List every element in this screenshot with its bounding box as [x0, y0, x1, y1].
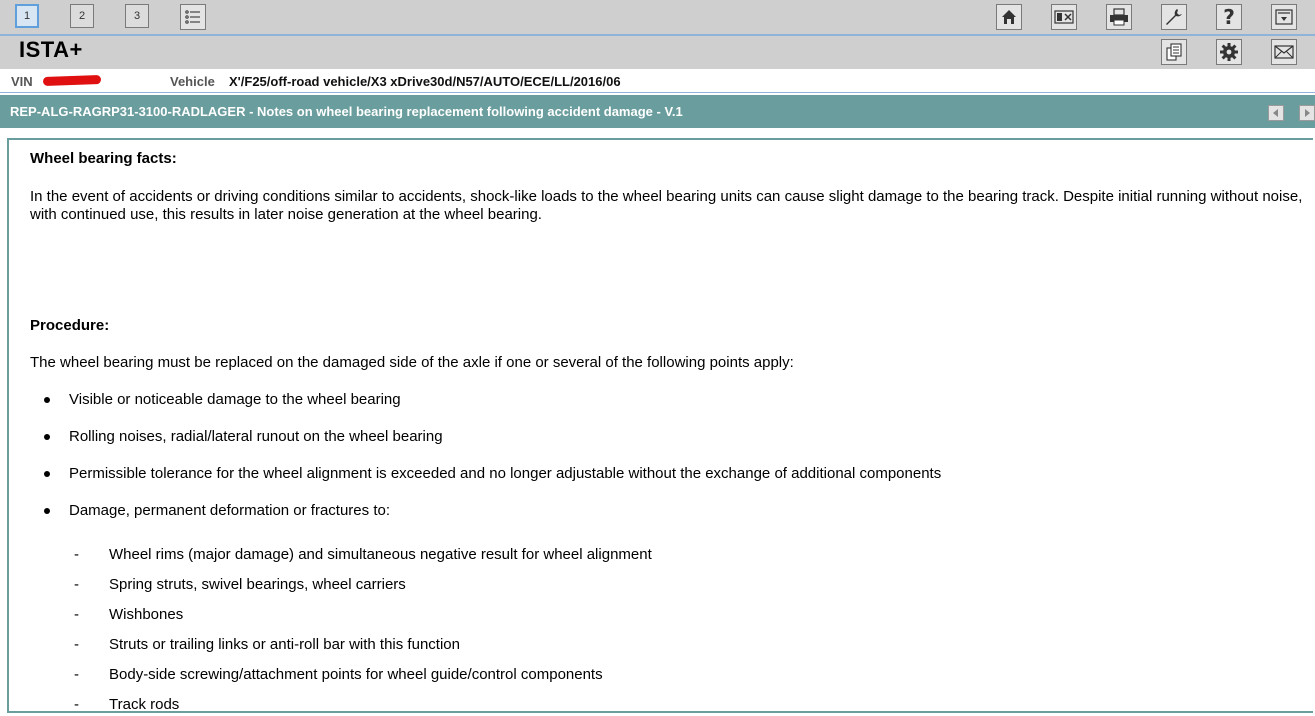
wrench-icon — [1165, 8, 1183, 26]
documents-icon — [1165, 43, 1183, 61]
list-button[interactable] — [180, 4, 206, 30]
dash-marker: - — [74, 546, 79, 563]
sub-list-item: Spring struts, swivel bearings, wheel carriers — [109, 576, 406, 593]
vin-value-redacted — [43, 75, 101, 86]
vehicle-label: Vehicle — [170, 74, 215, 89]
facts-heading: Wheel bearing facts: — [30, 150, 177, 167]
vehicle-value: X'/F25/off-road vehicle/X3 xDrive30d/N57/AUTO/ECE/LL/2016/06 — [229, 74, 621, 89]
toolbar-divider — [0, 34, 1315, 36]
home-icon — [1000, 8, 1018, 26]
sub-list-item: Wishbones — [109, 606, 184, 623]
dash-marker: - — [74, 636, 79, 653]
procedure-intro: The wheel bearing must be replaced on the damaged side of the axle if one or several of the following points apply: — [30, 354, 794, 371]
bullet-icon — [44, 508, 50, 514]
dropdown-menu-icon — [1275, 9, 1293, 25]
facts-paragraph: In the event of accidents or driving conditions similar to accidents, shock-like loads to the wheel bearing units can cause slight damage to the bearing track. Despite initial running without noise, with continued use, this results in later noise generation at the wheel bearing. — [30, 188, 1303, 223]
document-header — [0, 95, 1315, 128]
procedure-heading: Procedure: — [30, 317, 110, 334]
help-icon: ? — [1223, 5, 1235, 29]
sub-list-item: Body-side screwing/attachment points for wheel guide/control components — [109, 666, 603, 683]
app-title: ISTA+ — [19, 37, 83, 62]
help-button[interactable] — [1216, 4, 1242, 30]
dash-marker: - — [74, 606, 79, 623]
home-button[interactable] — [996, 4, 1022, 30]
sub-list-item: Struts or trailing links or anti-roll bar with this function — [109, 636, 460, 653]
gear-icon — [1219, 42, 1239, 62]
tab-3-button[interactable]: 3 — [125, 4, 149, 28]
vin-label: VIN — [11, 74, 33, 89]
vehicle-id-button[interactable] — [1051, 4, 1077, 30]
bullet-icon — [44, 397, 50, 403]
sub-list-item: Track rods — [109, 696, 180, 713]
dropdown-menu-button[interactable] — [1271, 4, 1297, 30]
top-toolbar — [0, 0, 1315, 69]
list-item: Visible or noticeable damage to the wheel bearing — [69, 391, 401, 408]
tab-2-button[interactable]: 2 — [70, 4, 94, 28]
mail-icon — [1274, 45, 1294, 59]
vin-row-divider — [0, 92, 1315, 93]
bullet-icon — [44, 471, 50, 477]
document-content[interactable] — [7, 138, 1313, 713]
next-document-button[interactable] — [1299, 105, 1315, 121]
list-item: Damage, permanent deformation or fractures to: — [69, 502, 390, 519]
arrow-right-icon — [1303, 104, 1311, 122]
dash-marker: - — [74, 696, 79, 713]
id-card-icon — [1054, 10, 1074, 24]
sub-list-item: Wheel rims (major damage) and simultaneous negative result for wheel alignment — [109, 546, 652, 563]
tab-1-button[interactable]: 1 — [15, 4, 39, 28]
list-item: Rolling noises, radial/lateral runout on the wheel bearing — [69, 428, 443, 445]
dash-marker: - — [74, 666, 79, 683]
service-functions-button[interactable] — [1161, 4, 1187, 30]
document-title: REP-ALG-RAGRP31-3100-RADLAGER - Notes on wheel bearing replacement following accident damage - V.1 — [10, 104, 683, 119]
print-button[interactable] — [1106, 4, 1132, 30]
dash-marker: - — [74, 576, 79, 593]
printer-icon — [1109, 8, 1129, 26]
message-button[interactable] — [1271, 39, 1297, 65]
arrow-left-icon — [1272, 104, 1280, 122]
documents-button[interactable] — [1161, 39, 1187, 65]
list-item: Permissible tolerance for the wheel alignment is exceeded and no longer adjustable without the exchange of additional components — [69, 465, 942, 482]
vehicle-info-row — [0, 69, 1315, 93]
previous-document-button[interactable] — [1268, 105, 1284, 121]
list-icon — [184, 8, 202, 26]
settings-button[interactable] — [1216, 39, 1242, 65]
bullet-icon — [44, 434, 50, 440]
